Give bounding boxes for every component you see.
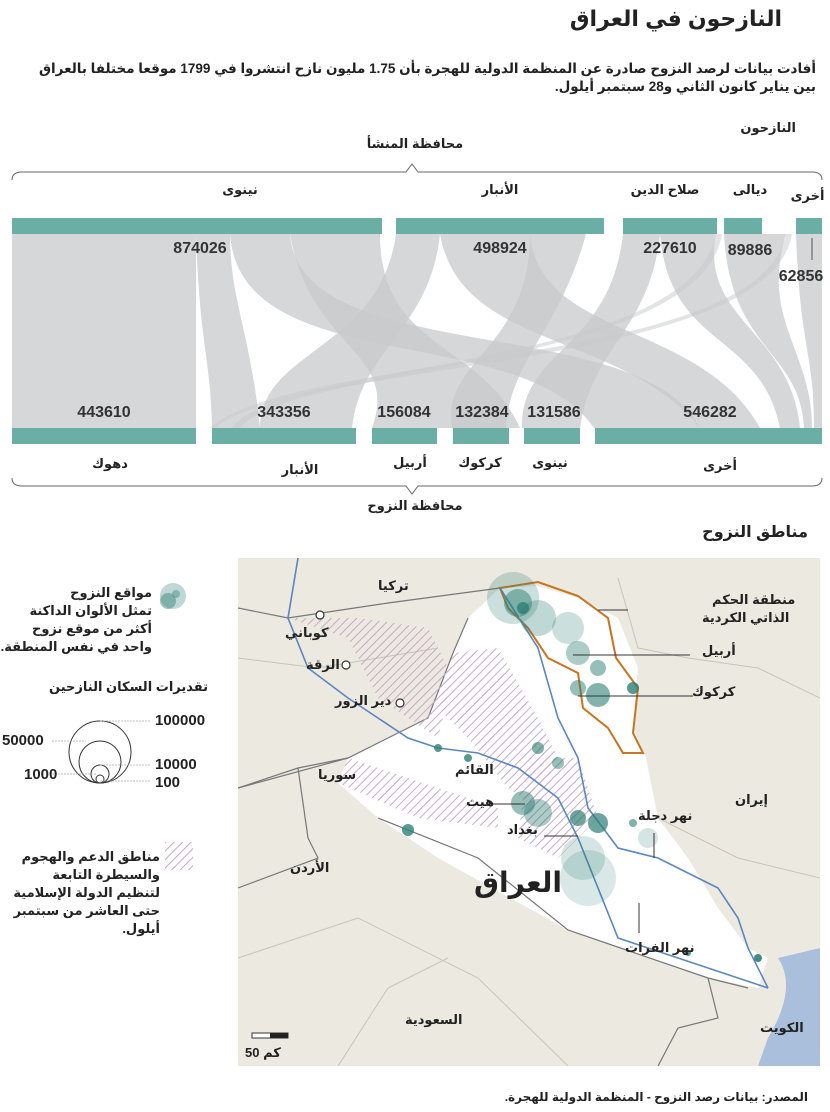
- dest-value-dohuk: 443610: [77, 404, 131, 421]
- sites-legend-line-3: واحد في نفس المنطقة.: [0, 639, 152, 654]
- origin-value-salahaddin: 227610: [643, 240, 697, 257]
- dest-bar-anbar: [212, 428, 356, 444]
- origin-label-anbar: الأنبار: [481, 182, 519, 197]
- size-legend-10000: 10000: [155, 756, 197, 773]
- isis-legend-line-1: مناطق الدعم والهجوم: [21, 849, 160, 864]
- label-kirkuk: كركوك: [692, 684, 736, 699]
- size-legend-100: 100: [155, 774, 181, 791]
- origin-label-ninawa: نينوى: [222, 182, 258, 197]
- label-hit: هيت: [466, 794, 495, 809]
- dest-bar-ninawa: [524, 428, 580, 444]
- label-tigris: نهر دجلة: [638, 808, 693, 823]
- isis-legend-line-3: لتنظيم الدولة الإسلامية: [13, 885, 160, 900]
- source-note: المصدر: بيانات رصد النزوح - المنظمة الدولية للهجرة.: [504, 1090, 808, 1104]
- label-turkey: تركيا: [378, 578, 409, 593]
- dest-label-other: أخرى: [703, 458, 737, 473]
- dest-value-kirkuk: 132384: [455, 404, 509, 421]
- label-syria: سوريا: [318, 767, 357, 782]
- isis-legend-line-4: حتى العاشر من سبتمبر: [13, 903, 160, 918]
- label-jordan: الأردن: [290, 860, 330, 875]
- dest-bar-erbil: [372, 428, 437, 444]
- dest-value-ninawa: 131586: [527, 404, 581, 421]
- sites-legend-line-1: تمثل الألوان الداكنة: [29, 603, 152, 618]
- dest-label-ninawa: نينوى: [532, 455, 568, 470]
- label-kurdish-region-2: الذاتي الكردية: [702, 610, 790, 625]
- dest-value-erbil: 156084: [377, 404, 431, 421]
- dest-label-anbar: الأنبار: [281, 462, 319, 477]
- flow-bands: [12, 234, 822, 428]
- size-legend-100000: 100000: [155, 712, 206, 729]
- origin-value-anbar: 498924: [473, 240, 527, 257]
- label-kuwait: الكويت: [760, 1020, 804, 1035]
- origin-bar-anbar: [396, 218, 604, 234]
- isis-legend-line-5: أيلول.: [122, 921, 160, 936]
- size-legend-1000: 1000: [24, 766, 58, 783]
- scale-label: 50 كم: [245, 1045, 281, 1060]
- dest-bar-dohuk: [12, 428, 196, 444]
- origin-brace: [12, 164, 822, 180]
- map-heading: مناطق النزوح: [702, 524, 808, 541]
- origin-value-other: 62856: [778, 268, 824, 285]
- label-qaim: القائم: [455, 762, 494, 777]
- origin-bar-diyala: [724, 218, 762, 234]
- isis-zone-legend-swatch: [165, 842, 195, 872]
- origin-value-ninawa: 874026: [173, 240, 227, 257]
- sites-legend-title: مواقع النزوح: [70, 585, 152, 600]
- size-legend-title: تقديرات السكان النازحين: [49, 679, 208, 694]
- size-legend-50000: 50000: [2, 732, 44, 749]
- origin-label-diyala: ديالى: [732, 182, 768, 197]
- origin-axis-heading: محافظة المنشأ: [366, 136, 464, 151]
- dest-value-other: 546282: [683, 404, 737, 421]
- dest-label-erbil: أربيل: [393, 455, 427, 470]
- origin-label-other: أخرى: [790, 188, 825, 203]
- dest-label-kirkuk: كركوك: [458, 455, 502, 470]
- label-raqqa: الرقة: [306, 657, 340, 672]
- isis-legend-line-2: والسيطرة التابعة: [52, 867, 160, 882]
- label-saudi: السعودية: [405, 1012, 463, 1027]
- origin-label-salahaddin: صلاح الدين: [630, 182, 700, 197]
- label-kobani: كوباني: [285, 625, 329, 640]
- flow-chart: [0, 150, 830, 500]
- dest-label-dohuk: دهوك: [92, 456, 128, 471]
- sites-legend-line-2: أكثر من موقع نزوح: [31, 621, 152, 636]
- label-erbil: أربيل: [702, 643, 736, 658]
- label-euphrates: نهر الفرات: [625, 940, 695, 955]
- dest-bar-other: [595, 428, 822, 444]
- label-iraq: العراق: [474, 867, 562, 898]
- destination-brace: [12, 478, 822, 494]
- origin-bars: [12, 218, 822, 234]
- intro-text: أفادت بيانات لرصد النزوح صادرة عن المنظمة الدولية للهجرة بأن 1.75 مليون نازح انتشروا في 1799 موقعا مختلفا بالعراق بين يناير كانون الثاني و28 سبتمبر أيلول.: [38, 61, 816, 94]
- label-kurdish-region-1: منطقة الحكم: [712, 592, 796, 607]
- label-iran: إيران: [735, 792, 768, 807]
- destination-bars: [12, 428, 822, 444]
- origin-bar-salahaddin: [623, 218, 717, 234]
- dest-bar-kirkuk: [453, 428, 509, 444]
- page-title: النازحون في العراق: [569, 6, 782, 31]
- unit-label: النازحون: [740, 120, 796, 135]
- label-deir-ezzor: دير الزور: [335, 693, 392, 708]
- label-baghdad: بغداد: [507, 822, 538, 837]
- origin-bar-ninawa: [12, 218, 382, 234]
- origin-value-diyala: 89886: [727, 242, 773, 259]
- sites-legend-icon: [155, 580, 190, 615]
- destination-axis-heading: محافظة النزوح: [367, 498, 463, 513]
- origin-bar-other: [796, 218, 822, 234]
- dest-value-anbar: 343356: [257, 404, 311, 421]
